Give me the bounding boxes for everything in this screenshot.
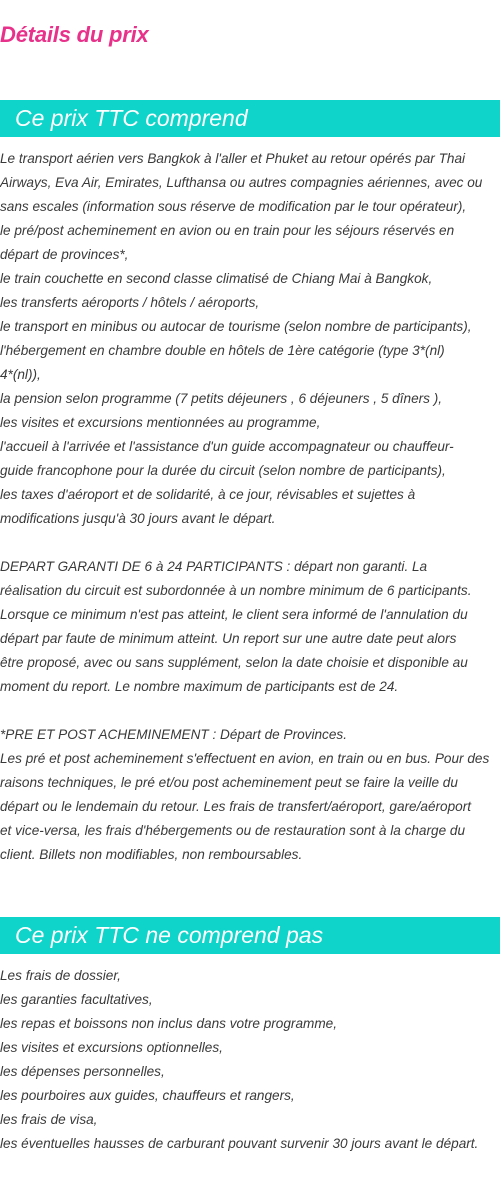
excludes-heading: Ce prix TTC ne comprend pas	[15, 922, 324, 948]
pre-post-line: client. Billets non modifiables, non remboursables.	[0, 847, 303, 862]
depart-garanti-paragraph	[0, 555, 500, 699]
includes-item: guide francophone pour la durée du circuit (selon nombre de participants),	[0, 463, 446, 478]
pre-post-line: départ ou le lendemain du retour. Les frais de transfert/aéroport, gare/aéroport	[0, 799, 472, 814]
includes-item: Airways, Eva Air, Emirates, Lufthansa ou autres compagnies aériennes, avec ou	[0, 175, 483, 190]
pre-post-line: Les pré et post acheminement s'effectuent en avion, en train ou en bus. Pour des	[0, 751, 490, 766]
includes-item: les visites et excursions mentionnées au programme,	[0, 415, 321, 430]
depart-garanti-line: moment du report. Le nombre maximum de participants est de 24.	[0, 679, 399, 694]
includes-item: l'accueil à l'arrivée et l'assistance d'un guide accompagnateur ou chauffeur-	[0, 439, 454, 454]
depart-garanti-line: départ par faute de minimum atteint. Un report sur une autre date peut alors	[0, 631, 457, 646]
excludes-item: les éventuelles hausses de carburant pouvant survenir 30 jours avant le départ.	[0, 1136, 479, 1151]
excludes-item: les frais de visa,	[0, 1112, 98, 1127]
includes-item: modifications jusqu'à 30 jours avant le départ.	[0, 511, 276, 526]
depart-garanti-line: être proposé, avec ou sans supplément, selon la date choisie et disponible au	[0, 655, 468, 670]
excludes-item: Les frais de dossier,	[0, 968, 121, 983]
includes-item: la pension selon programme (7 petits déjeuners , 6 déjeuners , 5 dîners ),	[0, 391, 443, 406]
includes-item: sans escales (information sous réserve de modification par le tour opérateur),	[0, 199, 467, 214]
includes-section-header	[0, 100, 500, 137]
includes-item: le train couchette en second classe climatisé de Chiang Mai à Bangkok,	[0, 271, 433, 286]
includes-item: Le transport aérien vers Bangkok à l'aller et Phuket au retour opérés par Thai	[0, 151, 466, 166]
page-title: Détails du prix	[0, 22, 149, 47]
includes-item: 4*(nl)),	[0, 367, 41, 382]
includes-list	[0, 147, 500, 531]
includes-item: le transport en minibus ou autocar de tourisme (selon nombre de participants),	[0, 319, 472, 334]
includes-item: l'hébergement en chambre double en hôtels de 1ère catégorie (type 3*(nl)	[0, 343, 445, 358]
includes-heading: Ce prix TTC comprend	[15, 105, 248, 131]
depart-garanti-line: Lorsque ce minimum n'est pas atteint, le client sera informé de l'annulation du	[0, 607, 468, 622]
pre-post-line: raisons techniques, le pré et/ou post acheminement peut se faire la veille du	[0, 775, 458, 790]
pre-post-line: *PRE ET POST ACHEMINEMENT : Départ de Provinces.	[0, 727, 347, 742]
pre-post-line: et vice-versa, les frais d'hébergements ou de restauration sont à la charge du	[0, 823, 466, 838]
includes-item: les transferts aéroports / hôtels / aéroports,	[0, 295, 260, 310]
pre-post-paragraph	[0, 723, 500, 867]
includes-item: les taxes d'aéroport et de solidarité, à ce jour, révisables et sujettes à	[0, 487, 416, 502]
depart-garanti-line: réalisation du circuit est subordonnée à un nombre minimum de 6 participants.	[0, 583, 472, 598]
includes-item: le pré/post acheminement en avion ou en train pour les séjours réservés en	[0, 223, 455, 238]
excludes-item: les pourboires aux guides, chauffeurs et rangers,	[0, 1088, 295, 1103]
excludes-item: les garanties facultatives,	[0, 992, 153, 1007]
excludes-list	[0, 964, 500, 1156]
depart-garanti-line: DEPART GARANTI DE 6 à 24 PARTICIPANTS : départ non garanti. La	[0, 559, 428, 574]
includes-item: départ de provinces*,	[0, 247, 129, 262]
excludes-section-header	[0, 917, 500, 954]
excludes-item: les repas et boissons non inclus dans votre programme,	[0, 1016, 337, 1031]
excludes-item: les dépenses personnelles,	[0, 1064, 165, 1079]
excludes-item: les visites et excursions optionnelles,	[0, 1040, 223, 1055]
